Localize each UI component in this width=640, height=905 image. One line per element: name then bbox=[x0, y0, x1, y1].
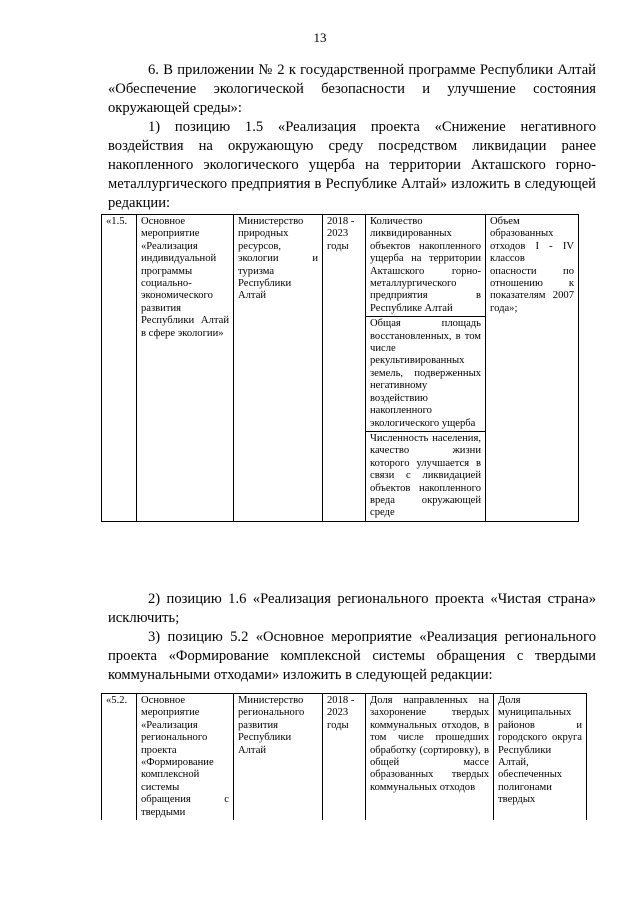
table2-period: 2018 - 2023 годы bbox=[323, 694, 366, 821]
table2-number: «5.2. bbox=[102, 694, 137, 821]
table2-executor: Министерство регионального развития Республики Алтай bbox=[234, 694, 323, 821]
table1-executor: Министерство природных ресурсов, экологии и туризма Республики Алтай bbox=[234, 215, 323, 522]
table1-related-indicator: Объем образованных отходов I - IV классов опасности по отношению к показателям 2007 года»; bbox=[486, 215, 579, 522]
paragraph-6-1: 1) позицию 1.5 «Реализация проекта «Снижение негативного воздействия на окружающую среду посредством ликвидации ранее накопленного экологического ущерба на территории Акташского горно-металлургического предприятия в Республике Алтай» изложить в следующей редакции: bbox=[108, 119, 596, 211]
table1-indicator-1: Количество ликвидированных объектов накопленного ущерба на территории Акташского горно-металлургического предприятия в Республике Алтай bbox=[370, 216, 481, 314]
paragraph-6-2: 2) позицию 1.6 «Реализация регионального проекта «Чистая страна» исключить; bbox=[108, 591, 596, 626]
table1-number: «1.5. bbox=[102, 215, 137, 522]
table1-indicators bbox=[366, 215, 486, 522]
table2-name: Основное мероприятие «Реализация регионального проекта «Формирование комплексной системы обращения с твердыми bbox=[137, 694, 234, 821]
table1-indicator-3: Численность населения, качество жизни которого улучшается в связи с ликвидацией объектов накопленного вреда окружающей среде bbox=[366, 431, 485, 521]
paragraph-6-3: 3) позицию 5.2 «Основное мероприятие «Реализация регионального проекта «Формирование комплексной системы обращения с твердыми коммунальными отходами» изложить в следующей редакции: bbox=[108, 629, 596, 683]
table1-name: Основное мероприятие «Реализация индивидуальной программы социально-экономического развития Республики Алтай в сфере экологии» bbox=[137, 215, 234, 522]
table2-related-indicator: Доля муниципальных районов и городского округа Республики Алтай, обеспеченных полигонами твердых bbox=[494, 694, 587, 821]
table2-indicator: Доля направленных на захоронение твердых коммунальных отходов, в том числе прошедших обработку (сортировку), в общей массе образованных твердых коммунальных отходов bbox=[366, 694, 494, 821]
position-1-5-table bbox=[101, 214, 579, 522]
table1-indicator-2: Общая площадь восстановленных, в том числе рекультивированных земель, подверженных негативному воздействию накопленного экологического ущерба bbox=[366, 316, 485, 431]
position-5-2-table bbox=[101, 693, 587, 820]
paragraph-6: 6. В приложении № 2 к государственной программе Республики Алтай «Обеспечение экологической безопасности и улучшение состояния окружающей среды»: bbox=[108, 62, 596, 116]
page-number: 13 bbox=[313, 30, 327, 45]
table1-period: 2018 - 2023 годы bbox=[323, 215, 366, 522]
